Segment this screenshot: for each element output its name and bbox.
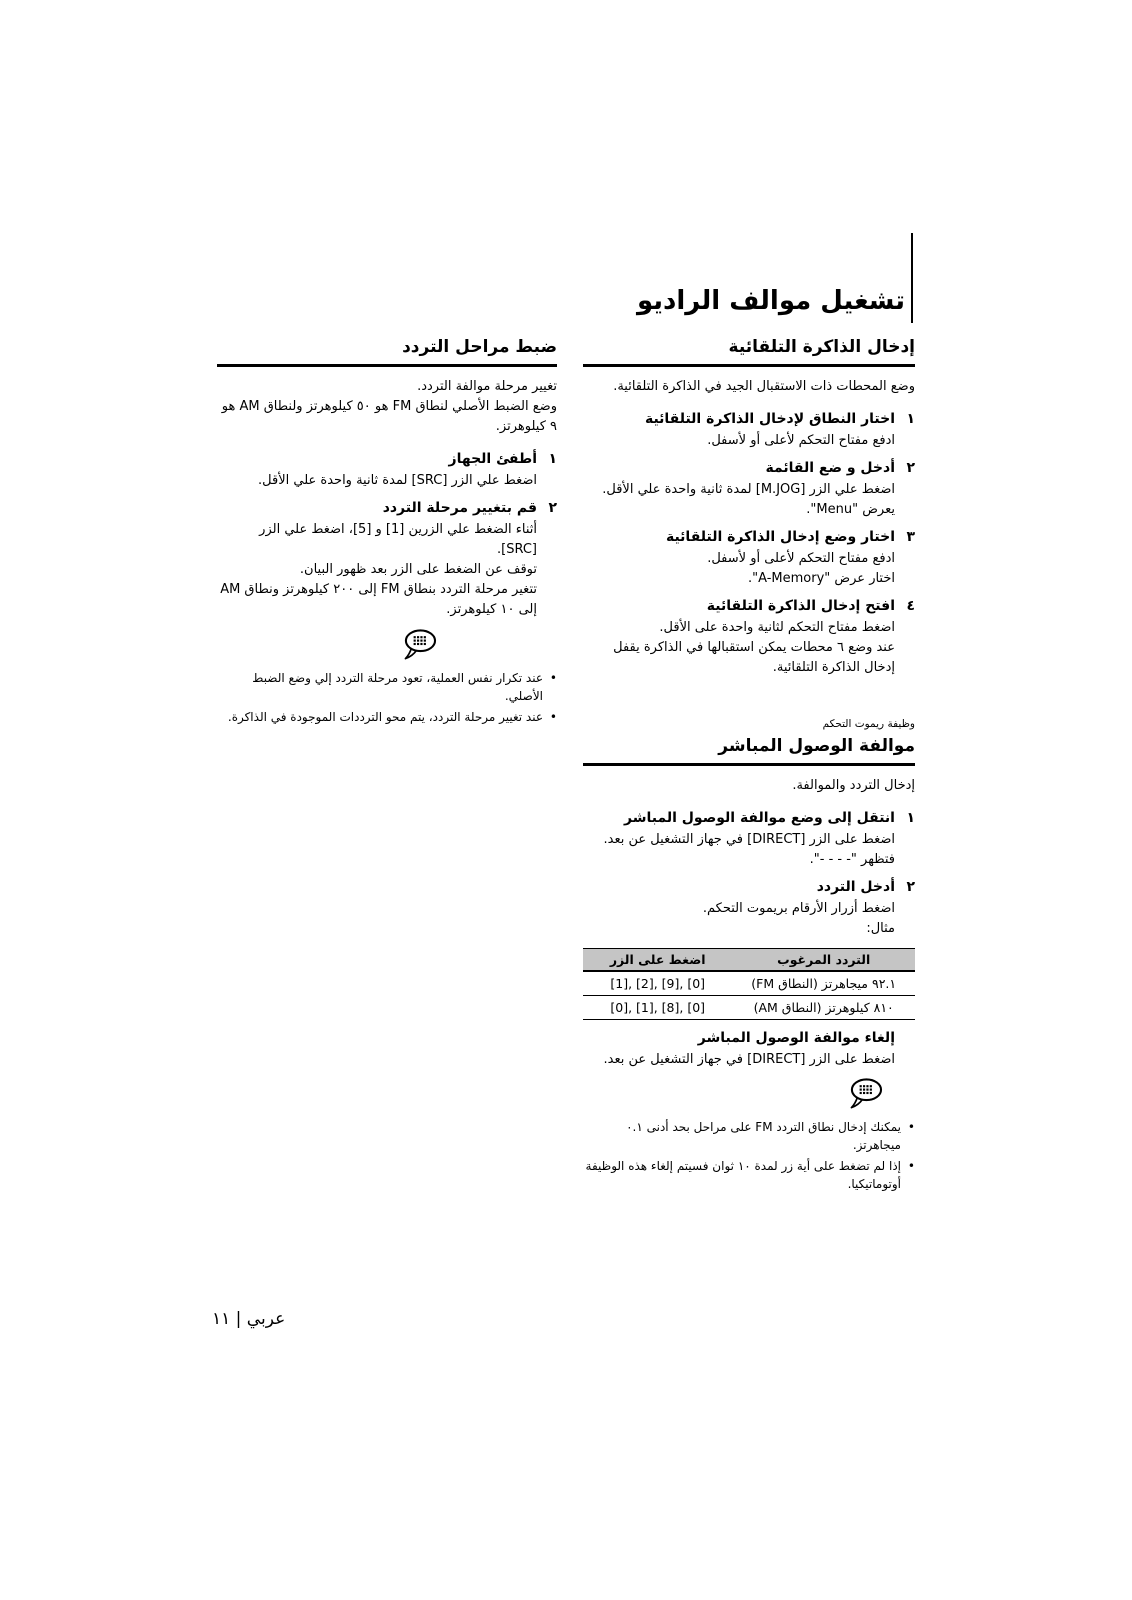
step-line: فتظهر "- - - -". (809, 852, 895, 868)
step-line: تتغير مرحلة التردد بنطاق FM إلى ٢٠٠ كيلوهرتز ونطاق AM إلى ١٠ كيلوهرتز. (220, 582, 537, 618)
step-item (583, 810, 915, 870)
step-title: قم بتغيير مرحلة التردد (382, 500, 537, 517)
step-line: عند وضع ٦ محطات يمكن استقبالها في الذاكرة يقفل إدخال الذاكرة التلقائية. (613, 640, 895, 676)
frequency-example-table (583, 948, 915, 1020)
step-line: مثال: (866, 921, 895, 937)
step-item (583, 879, 915, 939)
step-item (583, 411, 915, 451)
step-number: ٢ (906, 460, 915, 477)
cancel-direct-access-block (583, 1030, 895, 1070)
note-item (583, 1157, 915, 1193)
page-title: تشغيل موالف الراديو (636, 286, 905, 317)
step-title: أدخل التردد (816, 879, 895, 896)
step-line: ادفع مفتاح التحكم لأعلى أو لأسفل. (707, 551, 895, 567)
right-column (583, 337, 915, 1196)
step-item (583, 598, 915, 678)
table-header-frequency: التردد المرغوب (732, 949, 915, 972)
section-intro: وضع المحطات ذات الاستقبال الجيد في الذاكرة التلقائية. (613, 379, 915, 395)
step-line: اضغط مفتاح التحكم لثانية واحدة على الأقل. (659, 620, 895, 636)
step-line: أثناء الضغط علي الزرين [1] و [5]، اضغط علي الزر [SRC]. (259, 522, 537, 558)
footer-page-label: عربي | ١١ (212, 1309, 286, 1329)
note-item (583, 1118, 915, 1154)
table-row (583, 996, 915, 1020)
note-balloon-icon (583, 1078, 883, 1113)
step-title: اختار وضع إدخال الذاكرة التلقائية (665, 529, 895, 546)
step-title: أطفئ الجهاز (448, 451, 537, 468)
left-column (217, 337, 557, 1196)
auto-memory-steps (583, 411, 915, 678)
note-item (217, 708, 557, 726)
cancel-title: إلغاء موالفة الوصول المباشر (697, 1030, 895, 1047)
section-intro: إدخال التردد والموالفة. (792, 778, 915, 794)
step-number: ١ (906, 411, 915, 428)
step-line: اختار عرض "A-Memory". (748, 571, 895, 587)
step-line: توقف عن الضغط على الزر بعد ظهور البيان. (299, 562, 537, 578)
section-intro: تغيير مرحلة موالفة التردد. (417, 379, 557, 395)
step-item (217, 451, 557, 491)
bullet: • (549, 710, 557, 725)
step-number: ٤ (906, 598, 915, 615)
step-item (583, 460, 915, 520)
buttons-cell: [1], [2], [9], [0] (583, 971, 732, 996)
note-text: إذا لم تضغط على أية زر لمدة ١٠ ثوان فسيتم إلغاء هذه الوظيفة أوتوماتيكيا. (585, 1159, 901, 1192)
bullet: • (907, 1159, 915, 1174)
section-heading-direct-access: موالفة الوصول المباشر (583, 736, 915, 766)
frequency-step-steps (217, 451, 557, 620)
table-row (583, 971, 915, 996)
step-number: ٣ (906, 529, 915, 546)
step-line: ادفع مفتاح التحكم لأعلى أو لأسفل. (707, 433, 895, 449)
note-text: يمكنك إدخال نطاق التردد FM على مراحل بحد أدنى ٠.١ ميجاهرتز. (626, 1120, 901, 1153)
step-line: اضغط على الزر [DIRECT] في جهاز التشغيل عن بعد. (603, 832, 895, 848)
note-item (217, 669, 557, 705)
table-header-buttons: اضغط على الزر (583, 949, 732, 972)
remote-function-label: وظيفة ريموت التحكم (822, 718, 915, 731)
frequency-cell: ٩٢.١ ميجاهرتز (النطاق FM) (732, 971, 915, 996)
step-number: ١ (906, 810, 915, 827)
notes-list (583, 1118, 915, 1193)
step-title: اختار النطاق لإدخال الذاكرة التلقائية (644, 411, 895, 428)
notes-list (217, 669, 557, 726)
step-item (583, 529, 915, 589)
step-item (217, 500, 557, 620)
bullet: • (549, 671, 557, 686)
frequency-cell: ٨١٠ كيلوهرتز (النطاق AM) (732, 996, 915, 1020)
step-line: يعرض "Menu". (806, 502, 895, 518)
step-line: اضغط علي الزر [SRC] لمدة ثانية واحدة علي الأقل. (258, 473, 537, 489)
section-heading-frequency-step: ضبط مراحل التردد (217, 337, 557, 367)
section-intro: وضع الضبط الأصلي لنطاق FM هو ٥٠ كيلوهرتز ولنطاق AM هو ٩ كيلوهرتز. (221, 399, 557, 435)
direct-access-steps (583, 810, 915, 939)
bullet: • (907, 1120, 915, 1135)
step-line: اضغط أزرار الأرقام بريموت التحكم. (702, 901, 895, 917)
note-text: عند تغيير مرحلة التردد، يتم محو الترددات الموجودة في الذاكرة. (227, 710, 543, 725)
title-vertical-rule (911, 233, 913, 323)
note-text: عند تكرار نفس العملية، تعود مرحلة التردد إلي وضع الضبط الأصلي. (252, 671, 543, 704)
step-title: أدخل و ضع القائمة (765, 460, 895, 477)
cancel-line: اضغط على الزر [DIRECT] في جهاز التشغيل عن بعد. (603, 1052, 895, 1068)
step-number: ١ (548, 451, 557, 468)
step-title: افتح إدخال الذاكرة التلقائية (706, 598, 895, 615)
step-title: انتقل إلى وضع موالفة الوصول المباشر (624, 810, 895, 827)
step-number: ٢ (548, 500, 557, 517)
note-balloon-icon (217, 629, 437, 664)
buttons-cell: [0], [1], [8], [0] (583, 996, 732, 1020)
step-line: اضغط علي الزر [M.JOG] لمدة ثانية واحدة علي الأقل. (602, 482, 895, 498)
content-columns (217, 337, 915, 1196)
step-number: ٢ (906, 879, 915, 896)
section-heading-auto-memory: إدخال الذاكرة التلقائية (583, 337, 915, 367)
